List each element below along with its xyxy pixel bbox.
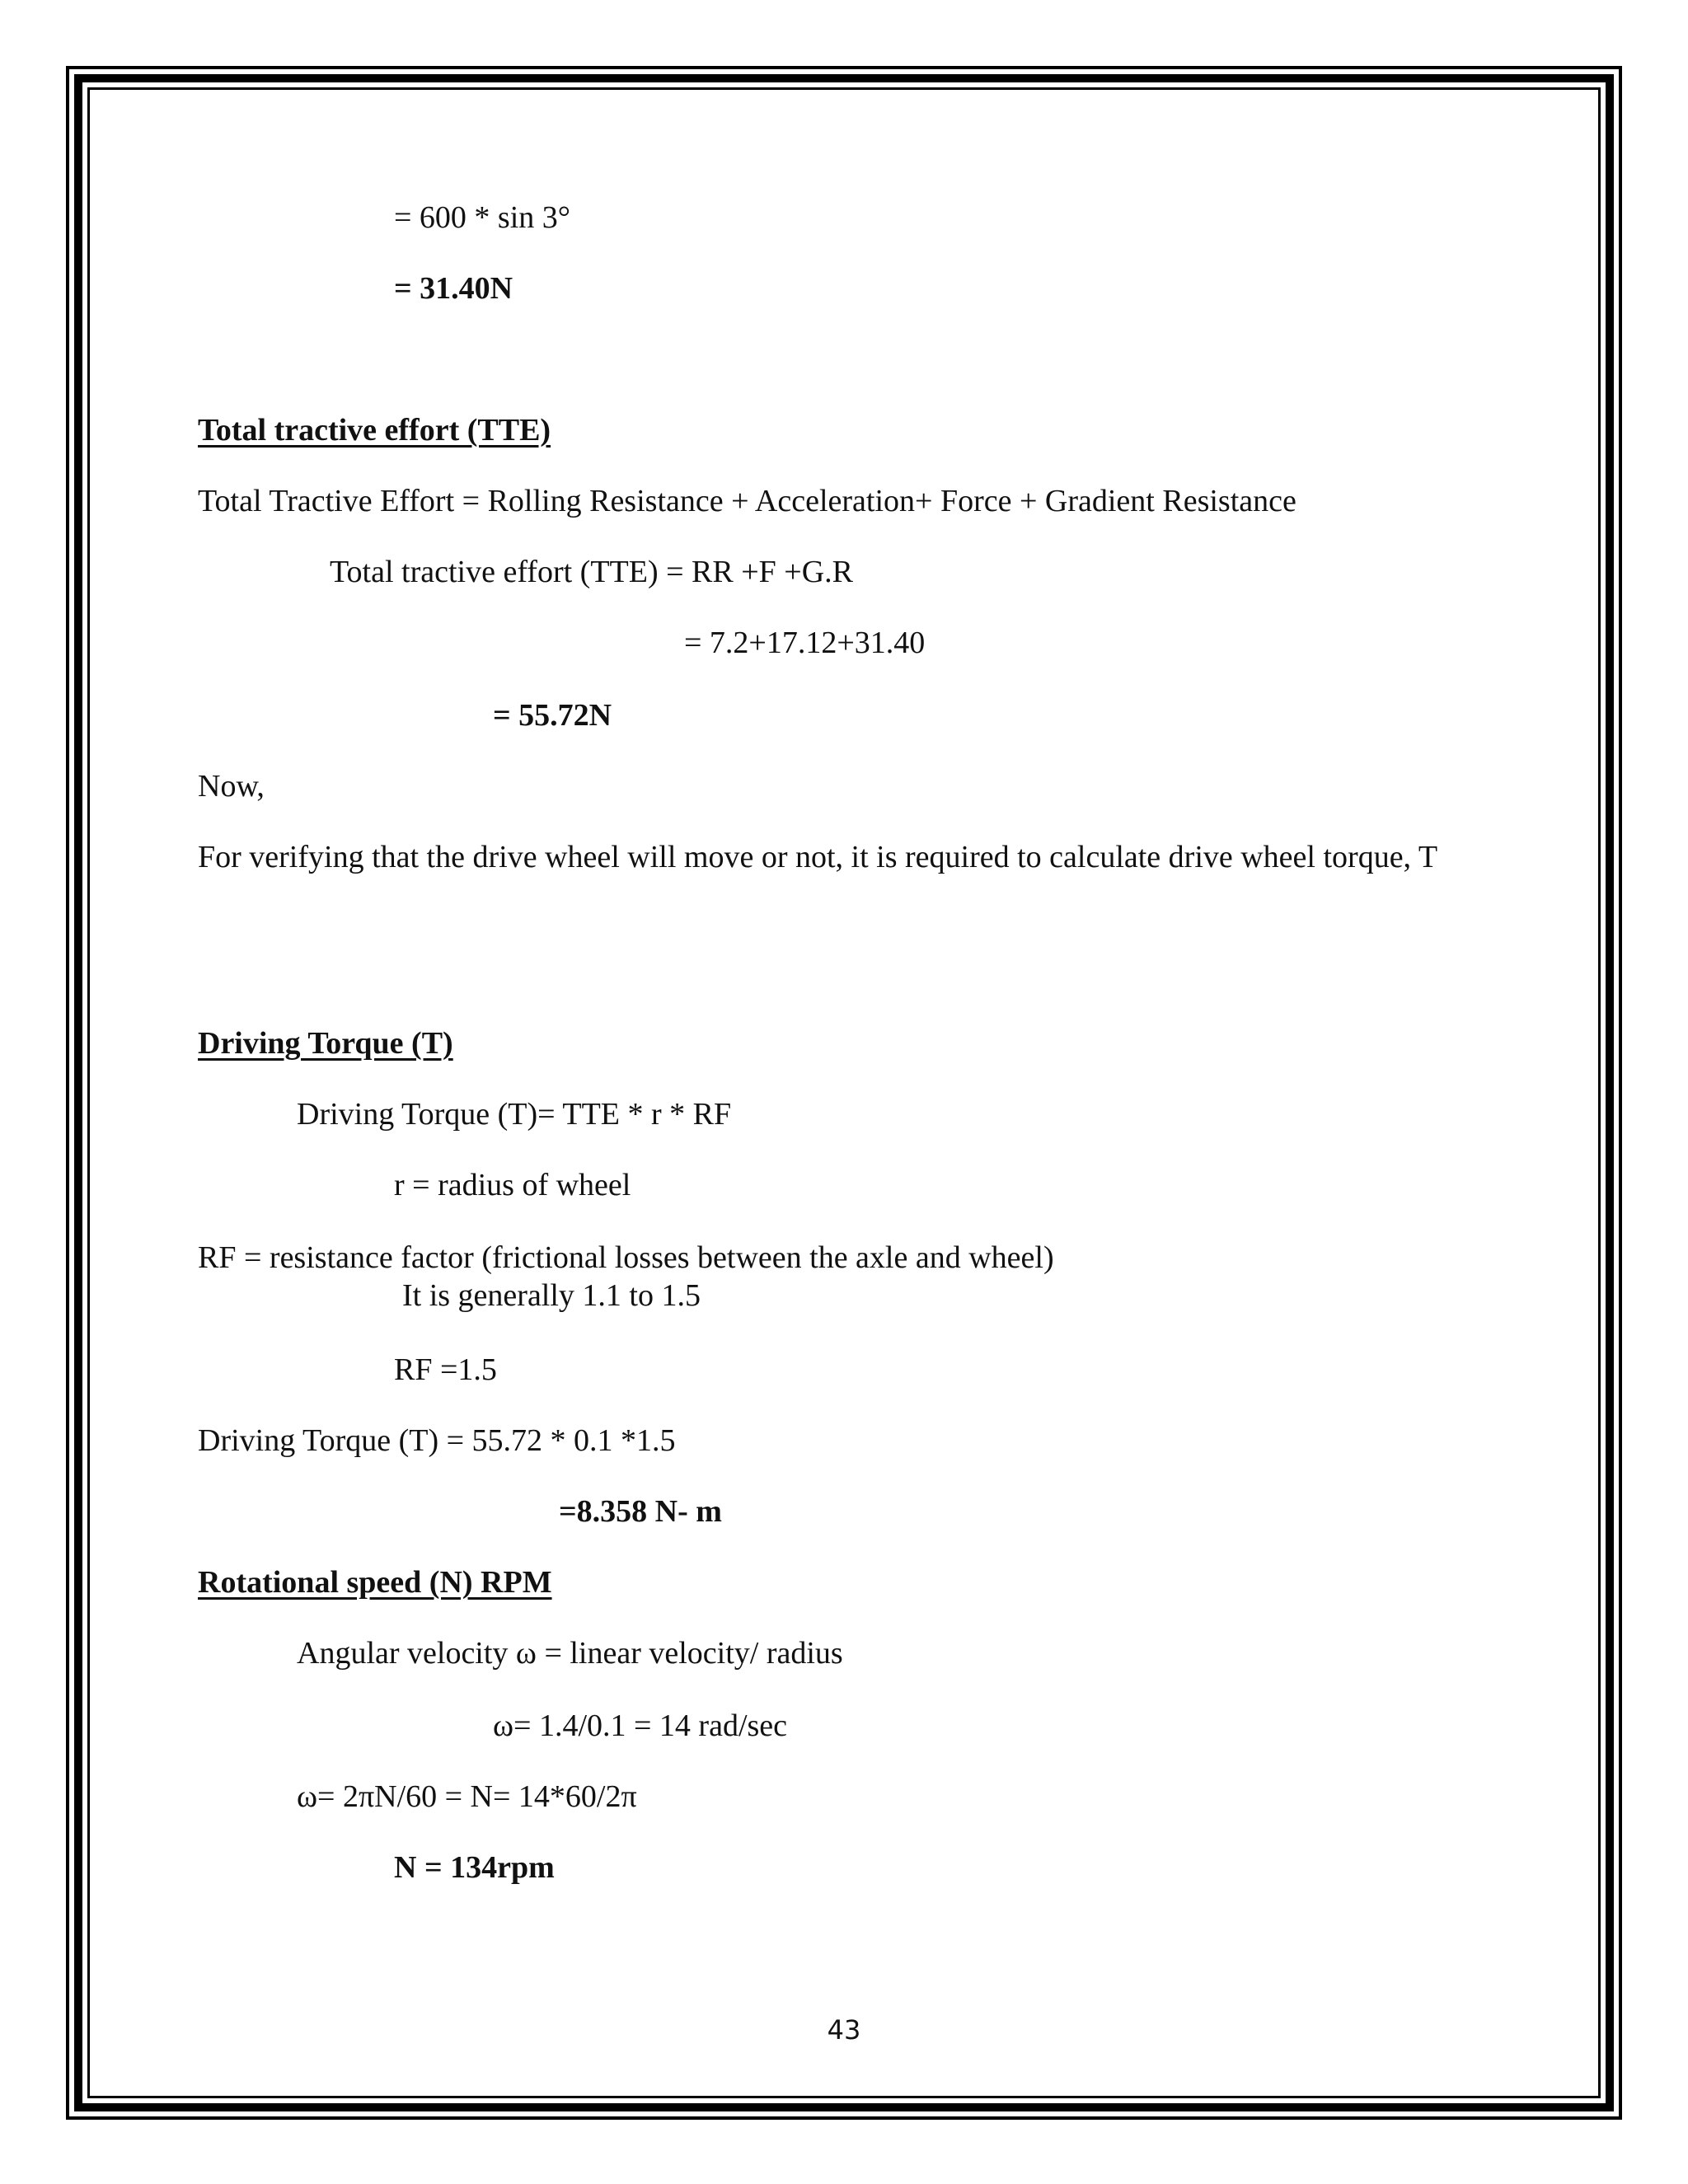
equation-result: = 31.40N bbox=[394, 271, 513, 306]
text-line: Now, bbox=[198, 769, 265, 804]
paragraph: For verifying that the drive wheel will move or not, it is required to calculate drive wheel torque, T bbox=[198, 840, 1438, 874]
page-number: 43 bbox=[827, 2014, 861, 2046]
equation-line: ω= 2πN/60 = N= 14*60/2π bbox=[297, 1779, 637, 1814]
equation-line: ω= 1.4/0.1 = 14 rad/sec bbox=[493, 1708, 788, 1743]
equation-line: Angular velocity ω = linear velocity/ radius bbox=[297, 1636, 843, 1671]
section-heading-torque: Driving Torque (T) bbox=[198, 1026, 453, 1061]
section-heading-tte: Total tractive effort (TTE) bbox=[198, 413, 551, 448]
text-line: r = radius of wheel bbox=[394, 1168, 631, 1202]
text-line: Total Tractive Effort = Rolling Resistance + Acceleration+ Force + Gradient Resistance bbox=[198, 484, 1296, 518]
equation-line: = 600 * sin 3° bbox=[394, 200, 570, 235]
equation-line: RF =1.5 bbox=[394, 1352, 497, 1387]
text-line: RF = resistance factor (frictional losses between the axle and wheel) bbox=[198, 1240, 1054, 1275]
section-heading-speed: Rotational speed (N) RPM bbox=[198, 1565, 552, 1600]
equation-line: Driving Torque (T) = 55.72 * 0.1 *1.5 bbox=[198, 1423, 676, 1458]
equation-result: N = 134rpm bbox=[394, 1850, 555, 1885]
equation-result: =8.358 N- m bbox=[559, 1494, 722, 1529]
text-line: It is generally 1.1 to 1.5 bbox=[402, 1278, 701, 1313]
equation-result: = 55.72N bbox=[493, 698, 612, 733]
equation-line: Total tractive effort (TTE) = RR +F +G.R bbox=[330, 555, 854, 589]
equation-line: Driving Torque (T)= TTE * r * RF bbox=[297, 1097, 732, 1132]
equation-line: = 7.2+17.12+31.40 bbox=[684, 626, 926, 660]
